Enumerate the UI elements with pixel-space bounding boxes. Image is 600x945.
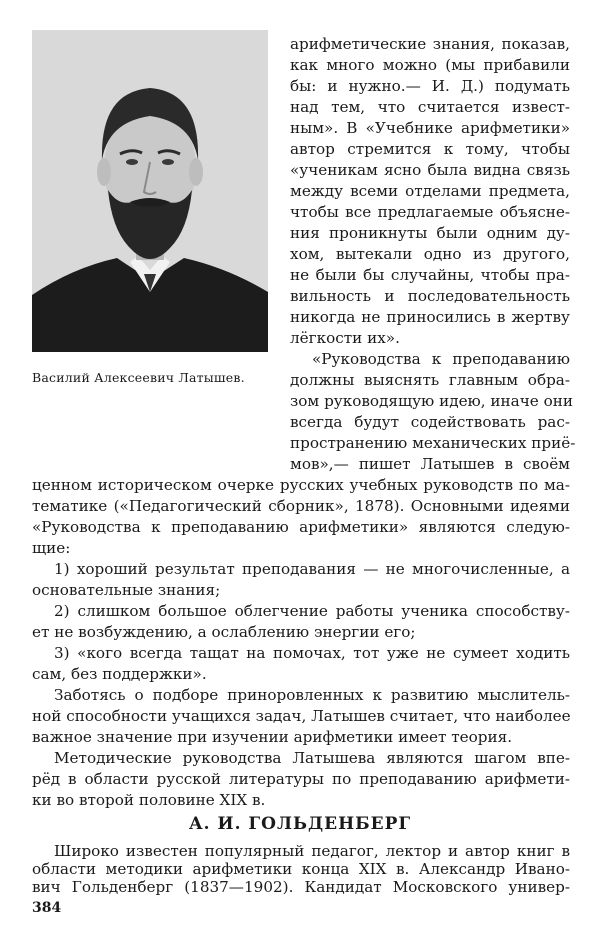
list-item: 1) хороший результат преподавания — не многочисленные, а <box>54 560 570 578</box>
text-line: как много можно (мы прибавили <box>290 56 570 74</box>
text-line: пространению механических приё- <box>290 434 576 452</box>
list-item: 3) «кого всегда тащат на помочах, тот уже не сумеет ходить <box>54 644 570 662</box>
text-line: должны выяснять главным обра- <box>290 371 570 389</box>
text-line: над тем, что считается извест- <box>290 98 570 116</box>
text-line: рёд в области русской литературы по преподаванию арифмети- <box>32 770 570 788</box>
list-item: 2) слишком большое облегчение работы ученика способству- <box>54 602 570 620</box>
text-line: зом руководящую идею, иначе они <box>290 392 573 410</box>
text-line: вильность и последовательность <box>290 287 570 305</box>
text-line: «Руководства к преподаванию <box>312 350 570 368</box>
text-line: вич Гольденберг (1837—1902). Кандидат Московского универ- <box>32 878 570 896</box>
text-line: Методические руководства Латышева являются шагом впе- <box>54 749 570 767</box>
page-number: 384 <box>32 900 62 916</box>
text-line: ной способности учащихся задач, Латышев считает, что наиболее <box>32 707 571 725</box>
text-line: щие: <box>32 539 71 557</box>
text-line: лёгкости их». <box>290 329 400 347</box>
text-line: автор стремится к тому, чтобы <box>290 140 570 158</box>
text-line: чтобы все предлагаемые объясне- <box>290 203 570 221</box>
section-heading: А. И. ГОЛЬДЕНБЕРГ <box>188 814 412 834</box>
text-line: мов»,— пишет Латышев в своём <box>290 455 570 473</box>
text-line: между всеми отделами предмета, <box>290 182 570 200</box>
text-line: «Руководства к преподаванию арифметики» являются следую- <box>32 518 570 536</box>
text-line: ценном историческом очерке русских учебных руководств по ма- <box>32 476 570 494</box>
text-line: ния проникнуты были одним ду- <box>290 224 570 242</box>
text-line: не были бы случайны, чтобы пра- <box>290 266 570 284</box>
figure-caption: Василий Алексеевич Латышев. <box>32 370 245 385</box>
text-line: основательные знания; <box>32 581 221 599</box>
text-line: сам, без поддержки». <box>32 665 207 683</box>
text-line: «ученикам ясно была видна связь <box>290 161 570 179</box>
text-line: хом, вытекали одно из другого, <box>290 245 570 263</box>
text-line: важное значение при изучении арифметики имеет теория. <box>32 728 513 746</box>
text-line: ным». В «Учебнике арифметики» <box>290 119 570 137</box>
text-line: области методики арифметики конца XIX в. Александр Ивано- <box>32 860 570 878</box>
text-line: Широко известен популярный педагог, лектор и автор книг в <box>54 842 570 860</box>
text-line: арифметические знания, показав, <box>290 35 570 53</box>
text-line: ет не возбуждению, а ослаблению энергии его; <box>32 623 416 641</box>
text-line: Заботясь о подборе приноровленных к развитию мыслитель- <box>54 686 570 704</box>
text-line: всегда будут содействовать рас- <box>290 413 570 431</box>
text-line: бы: и нужно.— И. Д.) подумать <box>290 77 570 95</box>
text-line: тематике («Педагогический сборник», 1878). Основными идеями <box>32 497 570 515</box>
portrait-photo <box>32 30 268 352</box>
text-line: ки во второй половине XIX в. <box>32 791 266 809</box>
text-line: никогда не приносились в жертву <box>290 308 570 326</box>
